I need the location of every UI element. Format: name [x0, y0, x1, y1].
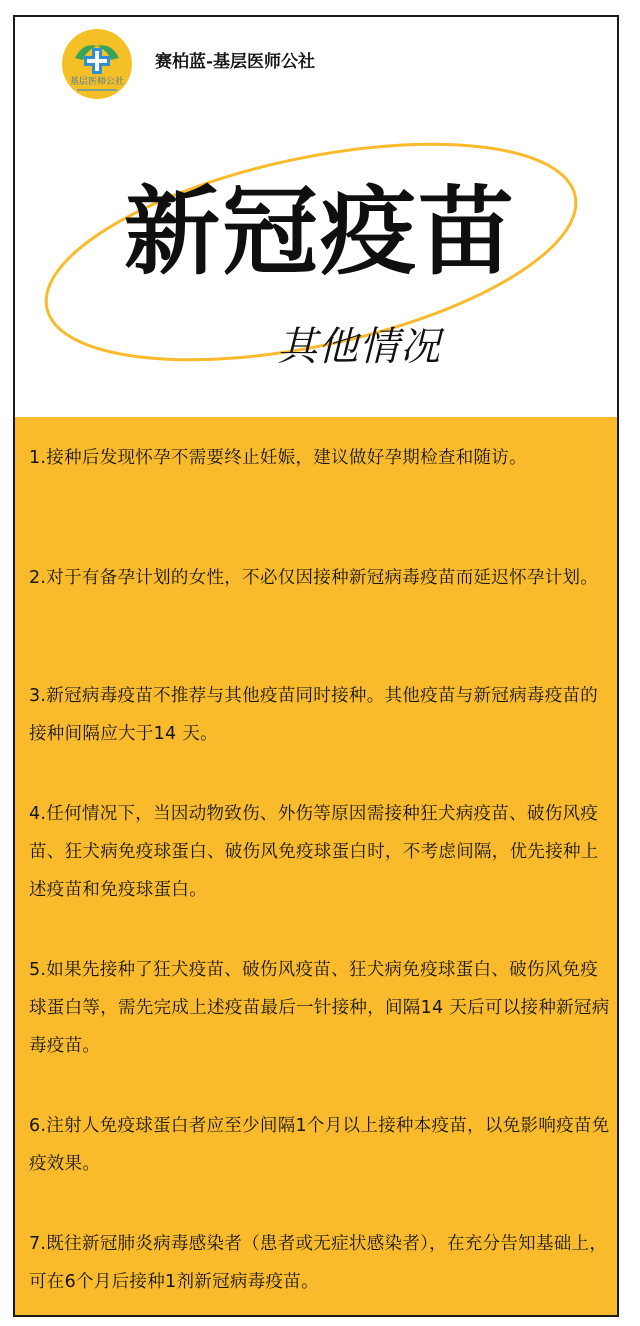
list-item: 3.新冠病毒疫苗不推荐与其他疫苗同时接种。其他疫苗与新冠病毒疫苗的接种间隔应大于14 天。 — [29, 686, 599, 744]
poster-header — [15, 17, 617, 417]
list-item: 5.如果先接种了狂犬疫苗、破伤风疫苗、狂犬病免疫球蛋白、破伤风免疫球蛋白等，需先完成上述疫苗最后一针接种，间隔14 天后可以接种新冠病毒疫苗。 — [29, 960, 610, 1056]
list-item: 4.任何情况下，当因动物致伤、外伤等原因需接种狂犬病疫苗、破伤风疫苗、狂犬病免疫球蛋白、破伤风免疫球蛋白时，不考虑间隔，优先接种上述疫苗和免疫球蛋白。 — [29, 804, 599, 900]
brand-name: 赛柏蓝-基层医师公社 — [155, 52, 316, 72]
list-item: 6.注射人免疫球蛋白者应至少间隔1个月以上接种本疫苗，以免影响疫苗免疫效果。 — [29, 1116, 610, 1174]
logo-icon — [61, 28, 133, 100]
poster-frame — [13, 15, 619, 1317]
page-subtitle: 其他情况 — [277, 324, 441, 370]
list-item: 7.既往新冠肺炎病毒感染者（患者或无症状感染者），在充分告知基础上，可在6个月后接种1剂新冠病毒疫苗。 — [29, 1234, 608, 1292]
logo-text: 基层医师公社 — [69, 77, 125, 87]
page-title: 新冠疫苗 — [124, 176, 516, 288]
content-panel — [15, 417, 617, 1315]
list-item: 2.对于有备孕计划的女性，不必仅因接种新冠病毒疫苗而延迟怀孕计划。 — [29, 568, 599, 588]
list-item: 1.接种后发现怀孕不需要终止妊娠，建议做好孕期检查和随访。 — [29, 448, 527, 468]
